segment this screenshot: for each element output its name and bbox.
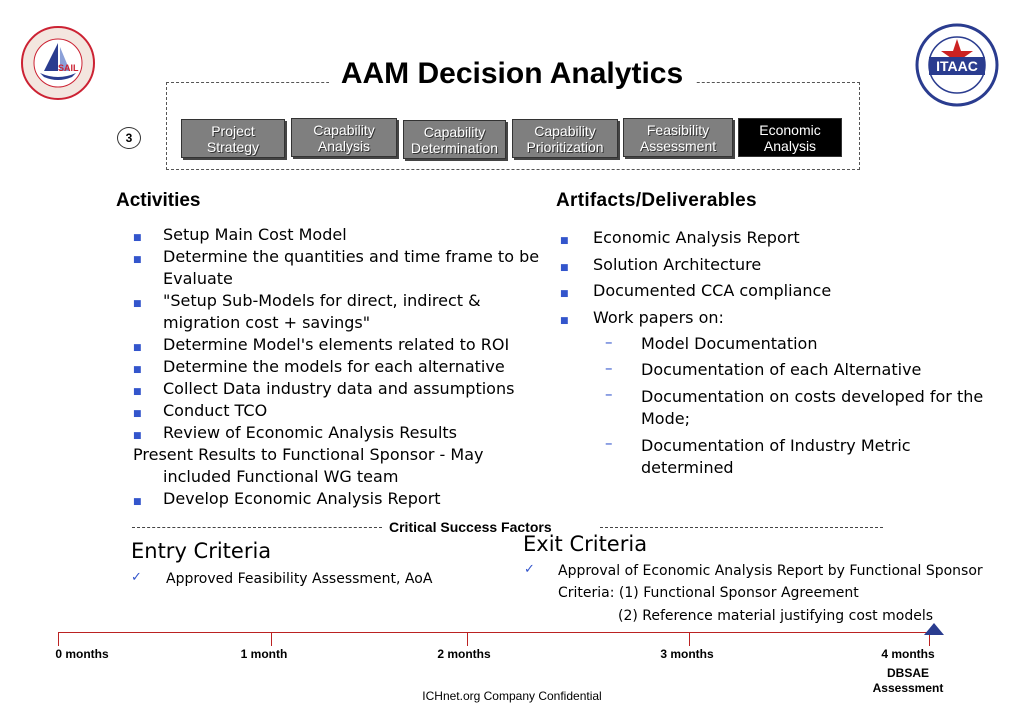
- csf-divider-right: [600, 527, 883, 528]
- square-bullet-icon: ■: [133, 431, 142, 441]
- dash-bullet-icon: –: [605, 359, 613, 377]
- milestone-triangle-icon: [924, 623, 944, 635]
- activity-item: Collect Data industry data and assumptions: [163, 379, 515, 398]
- stage-capability-analysis[interactable]: Capability Analysis: [291, 118, 397, 157]
- timeline-axis: [58, 632, 931, 633]
- activity-item: Review of Economic Analysis Results: [163, 423, 457, 442]
- dash-bullet-icon: –: [605, 385, 613, 403]
- dash-bullet-icon: –: [605, 434, 613, 452]
- stage-feasibility-assessment[interactable]: Feasibility Assessment: [623, 118, 733, 157]
- exit-criteria-line: Criteria: (1) Functional Sponsor Agreement: [558, 585, 859, 601]
- square-bullet-icon: ■: [133, 343, 142, 353]
- artifact-item: Solution Architecture: [593, 255, 762, 274]
- itaac-logo-mark: ITAAC: [936, 58, 978, 74]
- milestone-label: DBSAE Assessment: [872, 666, 944, 695]
- sail-logo-mark: SAIL: [58, 63, 79, 73]
- timeline-label: 1 month: [240, 647, 288, 661]
- stage-capability-prioritization[interactable]: Capability Prioritization: [512, 119, 618, 158]
- activity-item-cont: Evaluate: [163, 269, 233, 288]
- exit-criteria-line: (2) Reference material justifying cost models: [618, 608, 933, 624]
- artifact-sub-item-cont: determined: [641, 458, 734, 477]
- timeline-label: 4 months: [881, 647, 935, 661]
- artifact-sub-item: Documentation of Industry Metric: [641, 436, 911, 455]
- dash-bullet-icon: –: [605, 333, 613, 351]
- stage-project-strategy[interactable]: Project Strategy: [181, 119, 285, 158]
- square-bullet-icon: ■: [560, 236, 569, 246]
- activity-item: Determine the models for each alternative: [163, 357, 505, 376]
- activity-item: Present Results to Functional Sponsor - May: [133, 445, 484, 464]
- timeline-tick: [58, 632, 59, 646]
- artifact-item: Documented CCA compliance: [593, 281, 832, 300]
- entry-criteria-title: Entry Criteria: [131, 539, 272, 563]
- timeline-tick: [271, 632, 272, 646]
- square-bullet-icon: ■: [133, 409, 142, 419]
- activity-item: "Setup Sub-Models for direct, indirect &: [163, 291, 481, 310]
- timeline-tick: [467, 632, 468, 646]
- page-title: AAM Decision Analytics: [0, 57, 1024, 91]
- square-bullet-icon: ■: [133, 233, 142, 243]
- entry-criteria-item: Approved Feasibility Assessment, AoA: [166, 571, 433, 587]
- artifact-item: Work papers on:: [593, 308, 724, 327]
- exit-criteria-line: Approval of Economic Analysis Report by Functional Sponsor: [558, 563, 983, 579]
- timeline-label: 2 months: [437, 647, 491, 661]
- activity-item: Conduct TCO: [163, 401, 268, 420]
- activity-item: Determine the quantities and time frame to be: [163, 247, 540, 266]
- activity-item: Determine Model's elements related to ROI: [163, 335, 510, 354]
- stage-capability-determination[interactable]: Capability Determination: [403, 120, 506, 159]
- checkmark-icon: ✓: [524, 562, 535, 577]
- footer-confidential: ICHnet.org Company Confidential: [422, 689, 602, 703]
- activity-item-cont: migration cost + savings": [163, 313, 371, 332]
- activity-item: Setup Main Cost Model: [163, 225, 347, 244]
- activity-item: Develop Economic Analysis Report: [163, 489, 441, 508]
- artifact-sub-item: Documentation on costs developed for the: [641, 387, 984, 406]
- square-bullet-icon: ■: [133, 497, 142, 507]
- square-bullet-icon: ■: [560, 316, 569, 326]
- step-number-badge: 3: [117, 127, 141, 149]
- timeline-tick: [689, 632, 690, 646]
- csf-label: Critical Success Factors: [389, 519, 552, 535]
- artifact-sub-item-cont: Mode;: [641, 409, 690, 428]
- square-bullet-icon: ■: [560, 263, 569, 273]
- timeline-label: 3 months: [660, 647, 714, 661]
- artifacts-heading: Artifacts/Deliverables: [556, 190, 757, 211]
- square-bullet-icon: ■: [560, 289, 569, 299]
- square-bullet-icon: ■: [133, 387, 142, 397]
- stage-economic-analysis[interactable]: Economic Analysis: [738, 118, 842, 157]
- timeline-label: 0 months: [55, 647, 109, 661]
- artifact-sub-item: Model Documentation: [641, 334, 818, 353]
- square-bullet-icon: ■: [133, 299, 142, 309]
- square-bullet-icon: ■: [133, 255, 142, 265]
- csf-divider-left: [132, 527, 382, 528]
- artifact-sub-item: Documentation of each Alternative: [641, 360, 922, 379]
- activities-heading: Activities: [116, 190, 201, 211]
- square-bullet-icon: ■: [133, 365, 142, 375]
- activity-item-cont: included Functional WG team: [163, 467, 399, 486]
- artifact-item: Economic Analysis Report: [593, 228, 800, 247]
- checkmark-icon: ✓: [131, 570, 142, 585]
- exit-criteria-title: Exit Criteria: [523, 532, 648, 556]
